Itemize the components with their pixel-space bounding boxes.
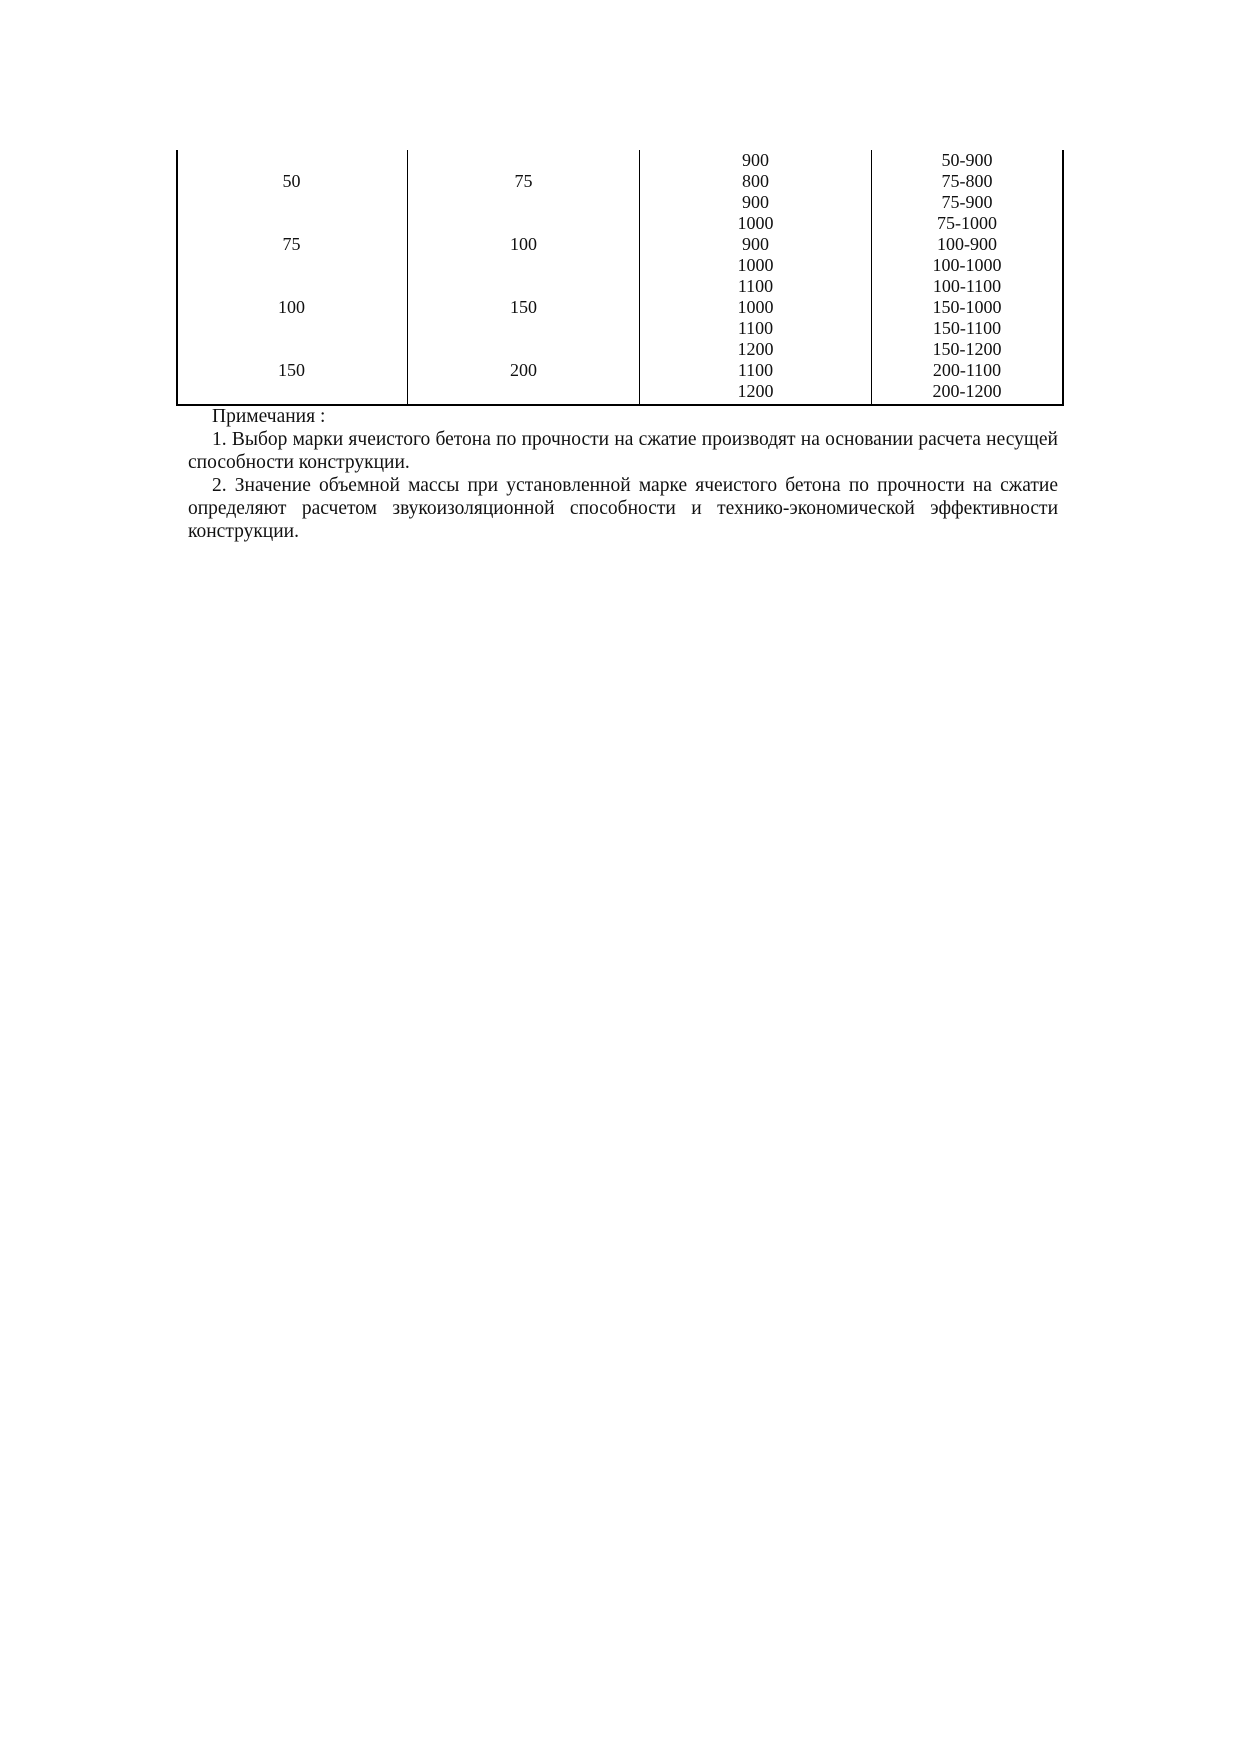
table-cell-col2: 150 xyxy=(510,297,537,317)
table-cell-col4: 100-1000 xyxy=(932,255,1002,275)
table-border-right xyxy=(1062,150,1064,405)
table-cell-col4: 50-900 xyxy=(941,150,993,170)
table-cell-col4: 75-900 xyxy=(941,192,993,212)
table-cell-col1: 100 xyxy=(278,297,305,317)
table-cell-col2: 75 xyxy=(514,171,533,191)
table-cell-col4: 200-1100 xyxy=(932,360,1002,380)
table-cell-col4: 150-1100 xyxy=(932,318,1002,338)
table-cell-col3: 1000 xyxy=(737,297,774,317)
note-item: 1. Выбор марки ячеистого бетона по прочности на сжатие производят на основании расчета несущей способности конструкции. xyxy=(188,429,1058,473)
table-cell-col3: 1200 xyxy=(737,339,774,359)
table-cell-col2: 200 xyxy=(510,360,537,380)
table-cell-col3: 1000 xyxy=(737,255,774,275)
note-item: 2. Значение объемной массы при установленной марке ячеистого бетона по прочности на сжатие определяют расчетом звукоизоляционной способности и технико-экономической эффективности конструкции. xyxy=(188,475,1058,542)
table-cell-col3: 900 xyxy=(742,150,769,170)
table-cell-col3: 1100 xyxy=(737,360,774,380)
table-cell-col3: 800 xyxy=(742,171,769,191)
table-cell-col4: 100-900 xyxy=(937,234,997,254)
table-cell-col3: 1100 xyxy=(737,276,774,296)
table-cell-col1: 50 xyxy=(282,171,301,191)
table-cell-col3: 900 xyxy=(742,234,769,254)
table-notes xyxy=(188,405,1058,543)
notes-heading: Примечания : xyxy=(212,406,326,427)
table-cell-col3: 1100 xyxy=(737,318,774,338)
table-cell-col1: 150 xyxy=(278,360,305,380)
table-cell-col3: 1200 xyxy=(737,381,774,401)
table-cell-col4: 75-1000 xyxy=(937,213,997,233)
table-cell-col3: 900 xyxy=(742,192,769,212)
table-column-grade xyxy=(872,150,1062,402)
table-cell-col2: 100 xyxy=(510,234,537,254)
strength-density-table xyxy=(176,150,1064,405)
table-cell-col4: 100-1100 xyxy=(932,276,1002,296)
table-cell-col4: 150-1200 xyxy=(932,339,1002,359)
table-cell-col1: 75 xyxy=(282,234,301,254)
table-cell-col3: 1000 xyxy=(737,213,774,233)
table-cell-col4: 200-1200 xyxy=(932,381,1002,401)
table-column-density xyxy=(640,150,871,402)
table-cell-col4: 75-800 xyxy=(941,171,993,191)
table-cell-col4: 150-1000 xyxy=(932,297,1002,317)
